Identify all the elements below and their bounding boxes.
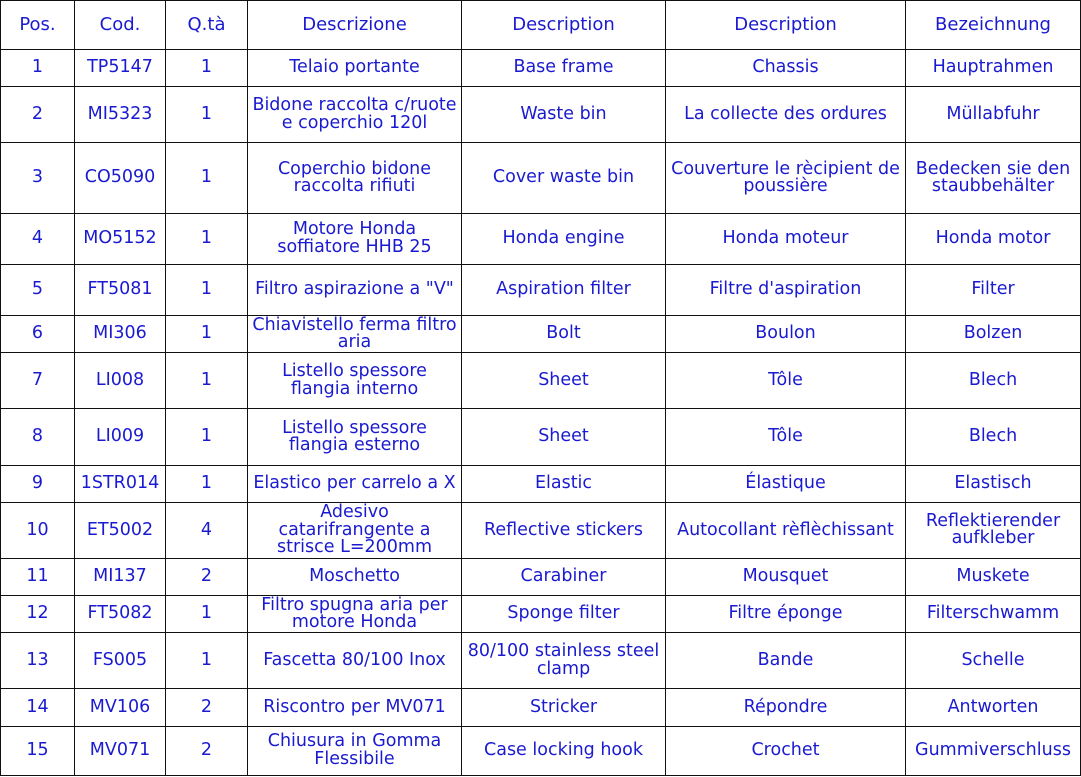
cell-qty: 2 — [166, 689, 248, 726]
cell-qty: 2 — [166, 558, 248, 595]
table-body — [1, 50, 1081, 776]
cell-qty: 1 — [166, 213, 248, 264]
cell-pos: 11 — [1, 558, 75, 595]
cell-description-en: Waste bin — [462, 87, 666, 143]
cell-descrizione: Chiavistello ferma filtro aria — [248, 316, 462, 353]
cell-pos: 4 — [1, 213, 75, 264]
cell-bezeichnung: Filter — [906, 264, 1081, 315]
cell-description-en: Honda engine — [462, 213, 666, 264]
cell-descrizione: Filtro aspirazione a "V" — [248, 264, 462, 315]
table-row — [1, 264, 1081, 315]
cell-code: FS005 — [75, 633, 166, 689]
cell-description-fr: Répondre — [666, 689, 906, 726]
cell-qty: 1 — [166, 316, 248, 353]
cell-descrizione: Telaio portante — [248, 50, 462, 87]
cell-descrizione: Fascetta 80/100 Inox — [248, 633, 462, 689]
cell-code: MI137 — [75, 558, 166, 595]
cell-code: MV106 — [75, 689, 166, 726]
table-row — [1, 213, 1081, 264]
cell-qty: 1 — [166, 143, 248, 213]
cell-descrizione: Chiusura in Gomma Flessibile — [248, 726, 462, 775]
cell-code: 1STR014 — [75, 465, 166, 502]
table-row — [1, 726, 1081, 775]
cell-bezeichnung: Reflektierender aufkleber — [906, 502, 1081, 558]
cell-pos: 15 — [1, 726, 75, 775]
header-pos: Pos. — [1, 1, 75, 50]
header-row — [1, 1, 1081, 50]
cell-bezeichnung: Gummiverschluss — [906, 726, 1081, 775]
cell-descrizione: Riscontro per MV071 — [248, 689, 462, 726]
cell-description-en: Case locking hook — [462, 726, 666, 775]
cell-description-fr: Tôle — [666, 353, 906, 409]
table-row — [1, 465, 1081, 502]
table-row — [1, 596, 1081, 633]
cell-qty: 1 — [166, 264, 248, 315]
table-row — [1, 633, 1081, 689]
cell-qty: 1 — [166, 465, 248, 502]
cell-pos: 13 — [1, 633, 75, 689]
cell-pos: 12 — [1, 596, 75, 633]
cell-code: LI009 — [75, 409, 166, 465]
cell-description-fr: Élastique — [666, 465, 906, 502]
cell-pos: 14 — [1, 689, 75, 726]
cell-code: TP5147 — [75, 50, 166, 87]
cell-description-en: Bolt — [462, 316, 666, 353]
cell-code: MI5323 — [75, 87, 166, 143]
cell-pos: 9 — [1, 465, 75, 502]
cell-description-fr: Filtre éponge — [666, 596, 906, 633]
cell-pos: 1 — [1, 50, 75, 87]
cell-qty: 4 — [166, 502, 248, 558]
cell-description-en: Carabiner — [462, 558, 666, 595]
cell-descrizione: Listello spessore flangia interno — [248, 353, 462, 409]
cell-description-fr: Autocollant rèflèchissant — [666, 502, 906, 558]
cell-pos: 10 — [1, 502, 75, 558]
cell-description-fr: Tôle — [666, 409, 906, 465]
cell-qty: 2 — [166, 726, 248, 775]
cell-pos: 6 — [1, 316, 75, 353]
cell-description-en: Sheet — [462, 409, 666, 465]
cell-bezeichnung: Müllabfuhr — [906, 87, 1081, 143]
cell-bezeichnung: Muskete — [906, 558, 1081, 595]
cell-pos: 2 — [1, 87, 75, 143]
cell-descrizione: Moschetto — [248, 558, 462, 595]
cell-qty: 1 — [166, 409, 248, 465]
cell-descrizione: Filtro spugna aria per motore Honda — [248, 596, 462, 633]
cell-code: LI008 — [75, 353, 166, 409]
cell-description-en: Elastic — [462, 465, 666, 502]
cell-code: FT5081 — [75, 264, 166, 315]
cell-bezeichnung: Blech — [906, 353, 1081, 409]
table-row — [1, 558, 1081, 595]
cell-code: MI306 — [75, 316, 166, 353]
header-descrizione: Descrizione — [248, 1, 462, 50]
table-row — [1, 143, 1081, 213]
cell-bezeichnung: Blech — [906, 409, 1081, 465]
cell-description-fr: Couverture le rècipient de poussière — [666, 143, 906, 213]
cell-pos: 7 — [1, 353, 75, 409]
cell-code: CO5090 — [75, 143, 166, 213]
cell-description-fr: Chassis — [666, 50, 906, 87]
cell-description-fr: Mousquet — [666, 558, 906, 595]
cell-code: FT5082 — [75, 596, 166, 633]
cell-description-fr: La collecte des ordures — [666, 87, 906, 143]
header-qty: Q.tà — [166, 1, 248, 50]
cell-description-en: Sponge filter — [462, 596, 666, 633]
cell-pos: 8 — [1, 409, 75, 465]
cell-description-fr: Boulon — [666, 316, 906, 353]
table-row — [1, 689, 1081, 726]
table-row — [1, 50, 1081, 87]
cell-bezeichnung: Antworten — [906, 689, 1081, 726]
cell-descrizione: Listello spessore flangia esterno — [248, 409, 462, 465]
cell-description-fr: Crochet — [666, 726, 906, 775]
table-row — [1, 316, 1081, 353]
cell-code: MO5152 — [75, 213, 166, 264]
header-code: Cod. — [75, 1, 166, 50]
cell-bezeichnung: Honda motor — [906, 213, 1081, 264]
header-description-fr: Description — [666, 1, 906, 50]
cell-qty: 1 — [166, 353, 248, 409]
cell-bezeichnung: Bolzen — [906, 316, 1081, 353]
header-description-en: Description — [462, 1, 666, 50]
cell-qty: 1 — [166, 87, 248, 143]
cell-description-en: Base frame — [462, 50, 666, 87]
cell-descrizione: Coperchio bidone raccolta rifiuti — [248, 143, 462, 213]
table-header — [1, 1, 1081, 50]
cell-code: MV071 — [75, 726, 166, 775]
cell-qty: 1 — [166, 50, 248, 87]
cell-description-en: Sheet — [462, 353, 666, 409]
cell-description-fr: Honda moteur — [666, 213, 906, 264]
cell-bezeichnung: Hauptrahmen — [906, 50, 1081, 87]
cell-description-fr: Bande — [666, 633, 906, 689]
cell-description-fr: Filtre d'aspiration — [666, 264, 906, 315]
cell-pos: 5 — [1, 264, 75, 315]
cell-descrizione: Motore Honda soffiatore HHB 25 — [248, 213, 462, 264]
cell-descrizione: Bidone raccolta c/ruote e coperchio 120l — [248, 87, 462, 143]
cell-description-en: Reflective stickers — [462, 502, 666, 558]
table-row — [1, 87, 1081, 143]
cell-bezeichnung: Schelle — [906, 633, 1081, 689]
cell-qty: 1 — [166, 633, 248, 689]
table-row — [1, 353, 1081, 409]
header-bezeichnung: Bezeichnung — [906, 1, 1081, 50]
table-row — [1, 409, 1081, 465]
cell-description-en: Aspiration filter — [462, 264, 666, 315]
cell-description-en: 80/100 stainless steel clamp — [462, 633, 666, 689]
cell-qty: 1 — [166, 596, 248, 633]
table-row — [1, 502, 1081, 558]
cell-bezeichnung: Bedecken sie den staubbehälter — [906, 143, 1081, 213]
cell-descrizione: Adesivo catarifrangente a strisce L=200mm — [248, 502, 462, 558]
cell-description-en: Stricker — [462, 689, 666, 726]
cell-bezeichnung: Filterschwamm — [906, 596, 1081, 633]
cell-bezeichnung: Elastisch — [906, 465, 1081, 502]
cell-code: ET5002 — [75, 502, 166, 558]
cell-description-en: Cover waste bin — [462, 143, 666, 213]
cell-pos: 3 — [1, 143, 75, 213]
cell-descrizione: Elastico per carrelo a X — [248, 465, 462, 502]
